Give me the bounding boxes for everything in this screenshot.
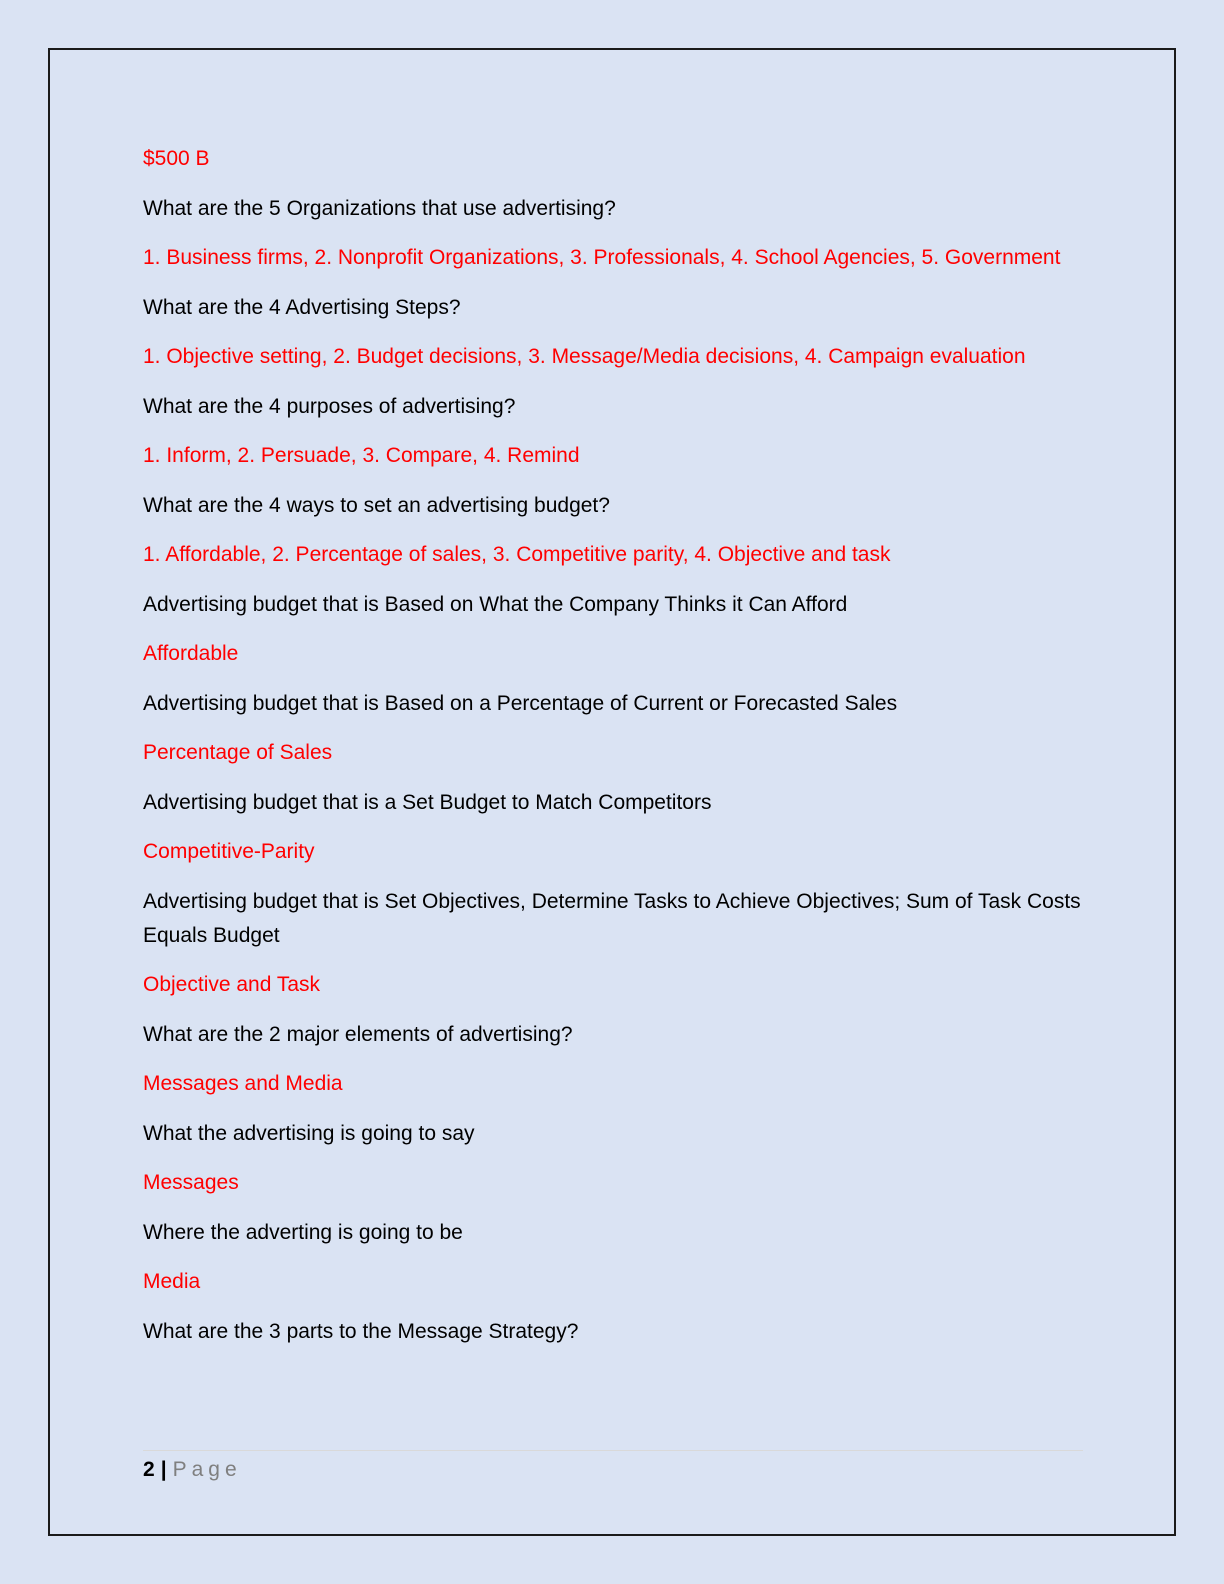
answer-text: Media [143,1270,201,1293]
question-text: What are the 4 ways to set an advertising budget? [143,493,610,517]
answer-text: $500 B [143,147,210,170]
answer-text: Competitive-Parity [143,840,315,863]
question-text: Advertising budget that is Based on a Percentage of Current or Forecasted Sales [143,691,898,715]
answer-text: 1. Affordable, 2. Percentage of sales, 3. Competitive parity, 4. Objective and task [143,543,891,566]
answer-text: 1. Business firms, 2. Nonprofit Organizations, 3. Professionals, 4. School Agencies, 5. Government [143,246,1061,269]
page-label: Page [172,1458,242,1481]
question-text: What are the 5 Organizations that use advertising? [143,196,616,220]
page-number: 2 [143,1458,155,1481]
question-text: What are the 4 purposes of advertising? [143,394,516,418]
question-text: What are the 4 Advertising Steps? [143,295,461,319]
answer-text: Messages and Media [143,1072,343,1095]
footer-separator: | [160,1458,167,1481]
question-text: What are the 2 major elements of advertising? [143,1022,573,1046]
answer-text: Objective and Task [143,973,321,996]
question-text: Advertising budget that is Based on What the Company Thinks it Can Afford [143,592,848,616]
question-text: Advertising budget that is Set Objectives, Determine Tasks to Achieve Objectives; Sum of Task Costs Equals Budget [143,889,1081,947]
answer-text: 1. Objective setting, 2. Budget decisions, 3. Message/Media decisions, 4. Campaign evaluation [143,345,1026,368]
answer-text: Messages [143,1171,239,1194]
answer-text: Affordable [143,642,239,665]
question-text: Where the adverting is going to be [143,1220,463,1244]
document-body [143,142,1083,1364]
footer-divider [143,1450,1083,1451]
question-text: What are the 3 parts to the Message Strategy? [143,1319,579,1343]
answer-text: 1. Inform, 2. Persuade, 3. Compare, 4. Remind [143,444,580,467]
page-footer [143,1455,242,1485]
answer-text: Percentage of Sales [143,741,333,764]
question-text: Advertising budget that is a Set Budget to Match Competitors [143,790,712,814]
question-text: What the advertising is going to say [143,1121,475,1145]
